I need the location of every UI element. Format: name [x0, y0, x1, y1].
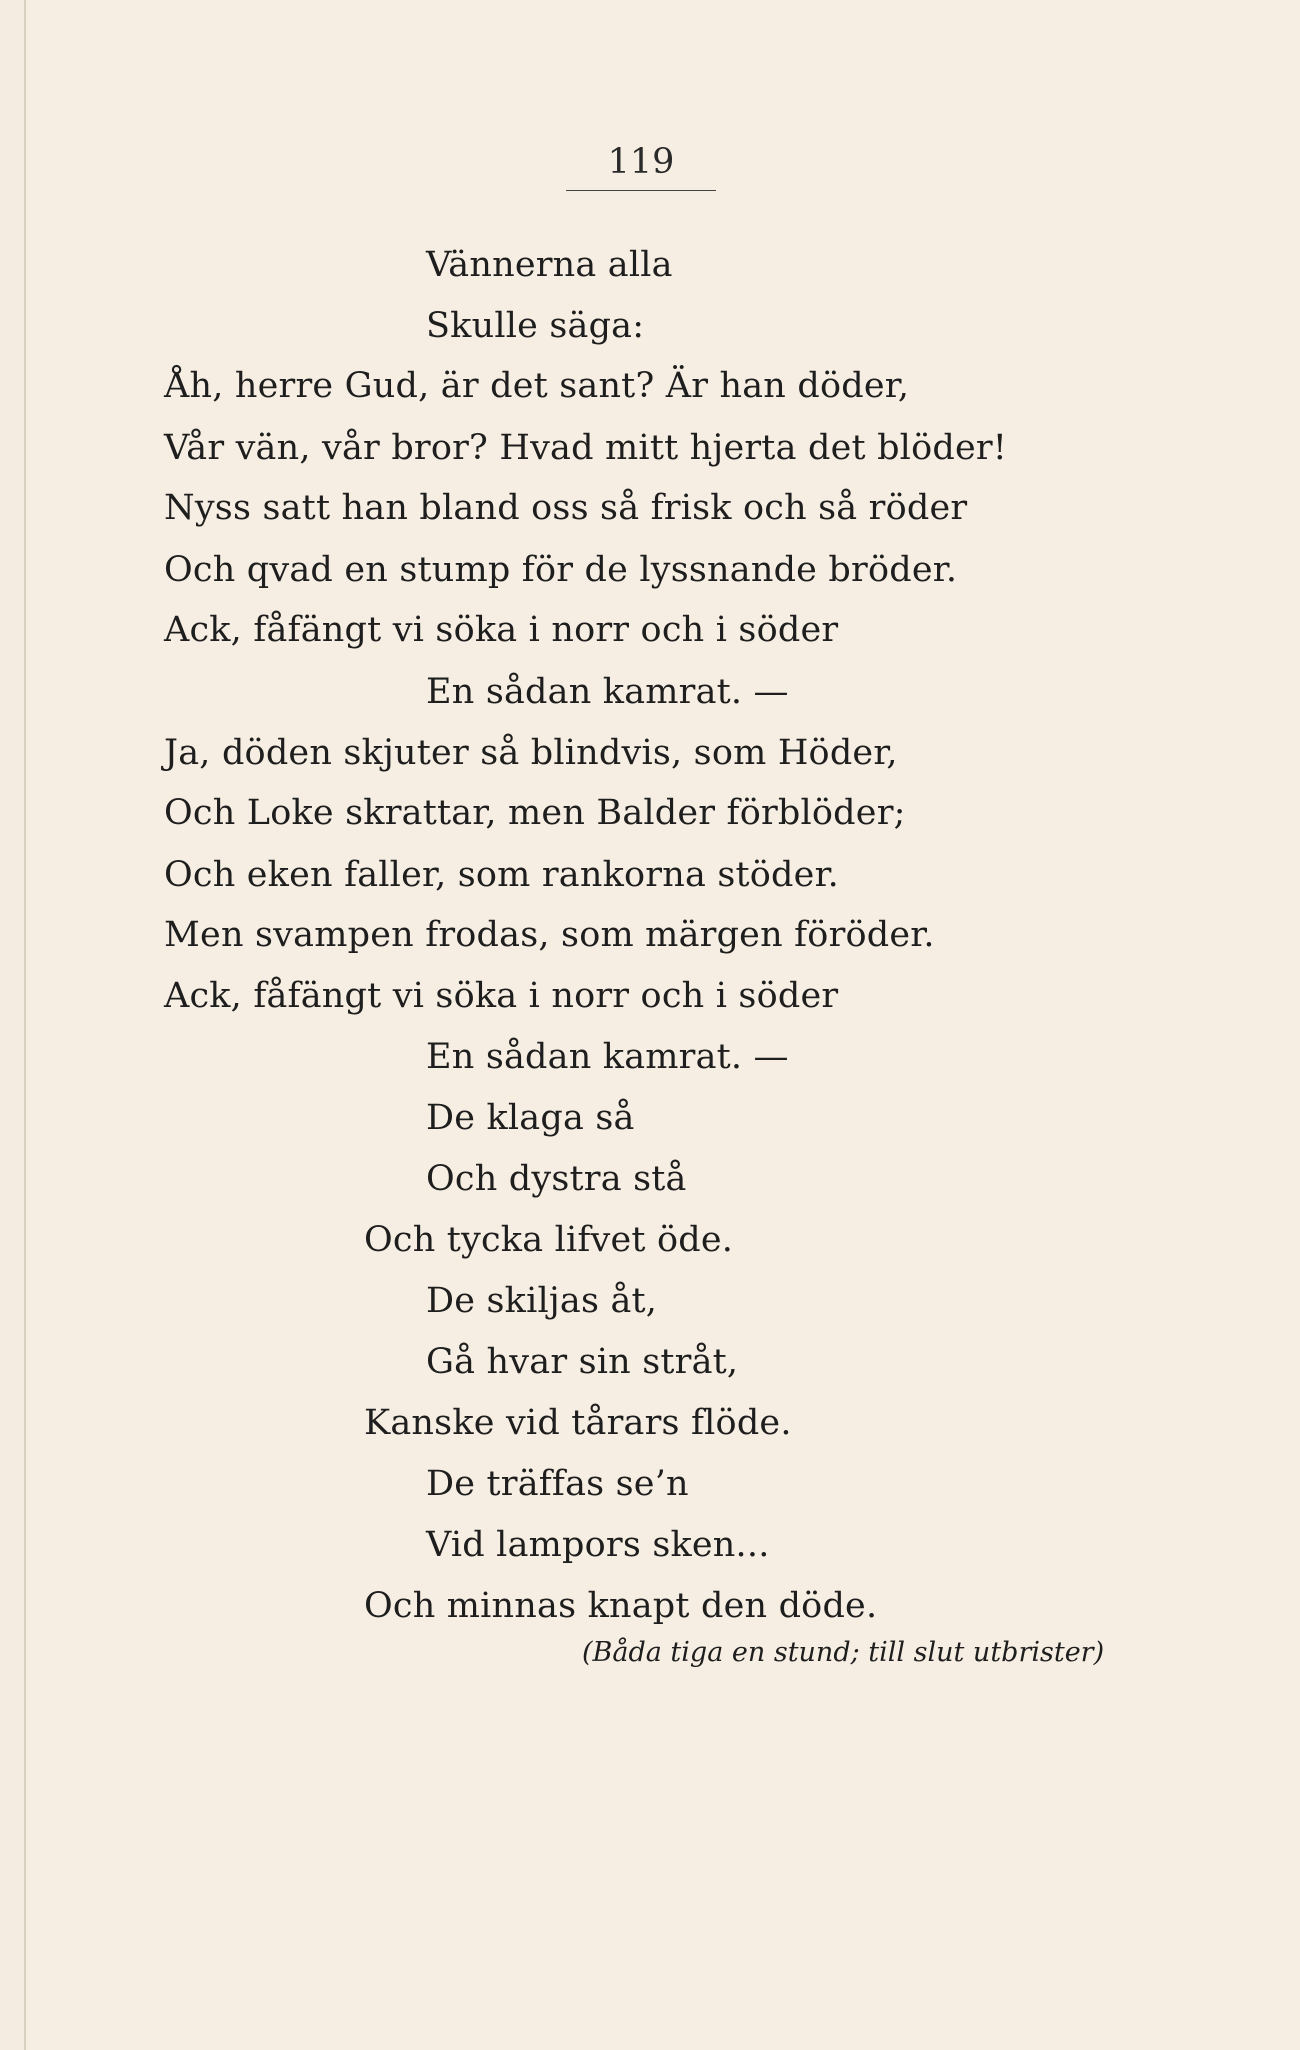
verse-line: Åh, herre Gud, är det sant? Är han döder, [164, 366, 910, 406]
page-number: 119 [566, 142, 716, 191]
verse-line: Och eken faller, som rankorna stöder. [164, 855, 839, 895]
verse-line: Ack, fåfängt vi söka i norr och i söder [164, 976, 839, 1016]
verse-line: De klaga så [426, 1098, 635, 1138]
verse-line: Vår vän, vår bror? Hvad mitt hjerta det blöder! [164, 428, 1008, 468]
verse-line: Kanske vid tårars flöde. [364, 1403, 792, 1443]
verse-line: De skiljas åt, [426, 1281, 658, 1321]
verse-line: De träffas se’n [426, 1464, 689, 1504]
verse-line: En sådan kamrat. — [426, 1037, 789, 1077]
verse-line: Och minnas knapt den döde. [364, 1586, 878, 1626]
verse-line: Och Loke skrattar, men Balder förblöder; [164, 793, 906, 833]
verse-line: Skulle säga: [426, 306, 645, 346]
verse-line: Ack, fåfängt vi söka i norr och i söder [164, 610, 839, 650]
verse-line: Och qvad en stump för de lyssnande bröder. [164, 550, 958, 590]
verse-line: Gå hvar sin stråt, [426, 1342, 739, 1382]
verse-line: En sådan kamrat. — [426, 672, 789, 712]
verse-line: Och dystra stå [426, 1159, 687, 1199]
verse-line: Nyss satt han bland oss så frisk och så röder [164, 488, 968, 528]
verse-line: Vid lampors sken... [426, 1525, 770, 1565]
verse-line: Vännerna alla [426, 245, 673, 285]
book-page [24, 0, 1300, 2050]
stage-direction: (Båda tiga en stund; till slut utbrister) [582, 1637, 1105, 1668]
verse-line: Men svampen frodas, som märgen föröder. [164, 915, 935, 955]
verse-line: Och tycka lifvet öde. [364, 1220, 734, 1260]
verse-line: Ja, döden skjuter så blindvis, som Höder, [164, 733, 898, 773]
